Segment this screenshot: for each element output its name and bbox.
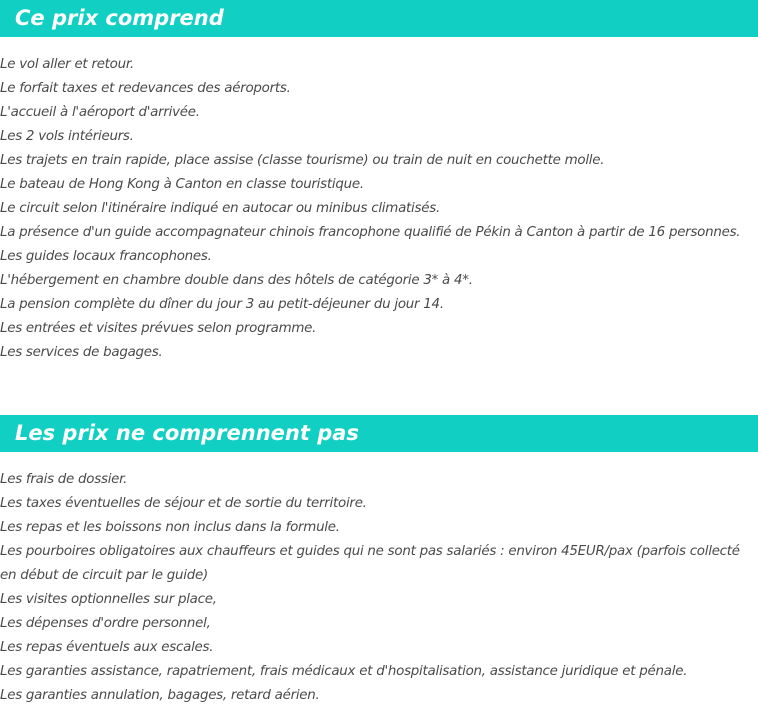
excluded-items-list xyxy=(0,468,756,708)
included-item: Les 2 vols intérieurs. xyxy=(0,129,134,144)
included-item: Les trajets en train rapide, place assise (classe tourisme) ou train de nuit en couchette molle. xyxy=(0,153,605,168)
included-item: L'accueil à l'aéroport d'arrivée. xyxy=(0,105,200,120)
included-item: Les services de bagages. xyxy=(0,345,163,360)
included-items-list xyxy=(0,53,756,365)
excluded-item: Les visites optionnelles sur place, xyxy=(0,592,217,607)
included-item: La présence d'un guide accompagnateur chinois francophone qualifié de Pékin à Canton à partir de 16 personnes. xyxy=(0,225,741,240)
included-item: Les entrées et visites prévues selon programme. xyxy=(0,321,317,336)
excluded-section-title: Les prix ne comprennent pas xyxy=(15,421,359,445)
included-section-header xyxy=(0,0,758,37)
included-item: Le bateau de Hong Kong à Canton en classe touristique. xyxy=(0,177,364,192)
included-item: La pension complète du dîner du jour 3 au petit-déjeuner du jour 14. xyxy=(0,297,444,312)
included-item: Le forfait taxes et redevances des aéroports. xyxy=(0,81,291,96)
excluded-section-header xyxy=(0,415,758,452)
excluded-item: Les garanties annulation, bagages, retard aérien. xyxy=(0,688,320,703)
included-item: Le circuit selon l'itinéraire indiqué en autocar ou minibus climatisés. xyxy=(0,201,440,216)
included-item: L'hébergement en chambre double dans des hôtels de catégorie 3* à 4*. xyxy=(0,273,473,288)
excluded-item: Les garanties assistance, rapatriement, frais médicaux et d'hospitalisation, assistance juridique et pénale. xyxy=(0,664,688,679)
included-section-title: Ce prix comprend xyxy=(15,6,224,30)
excluded-item: Les repas et les boissons non inclus dans la formule. xyxy=(0,520,340,535)
excluded-item: Les pourboires obligatoires aux chauffeurs et guides qui ne sont pas salariés : environ 45EUR/pax (parfois collecté en début de circuit par le guide) xyxy=(0,544,740,583)
included-item: Les guides locaux francophones. xyxy=(0,249,212,264)
excluded-item: Les taxes éventuelles de séjour et de sortie du territoire. xyxy=(0,496,367,511)
excluded-item: Les frais de dossier. xyxy=(0,472,128,487)
excluded-item: Les dépenses d'ordre personnel, xyxy=(0,616,211,631)
excluded-item: Les repas éventuels aux escales. xyxy=(0,640,214,655)
included-item: Le vol aller et retour. xyxy=(0,57,134,72)
